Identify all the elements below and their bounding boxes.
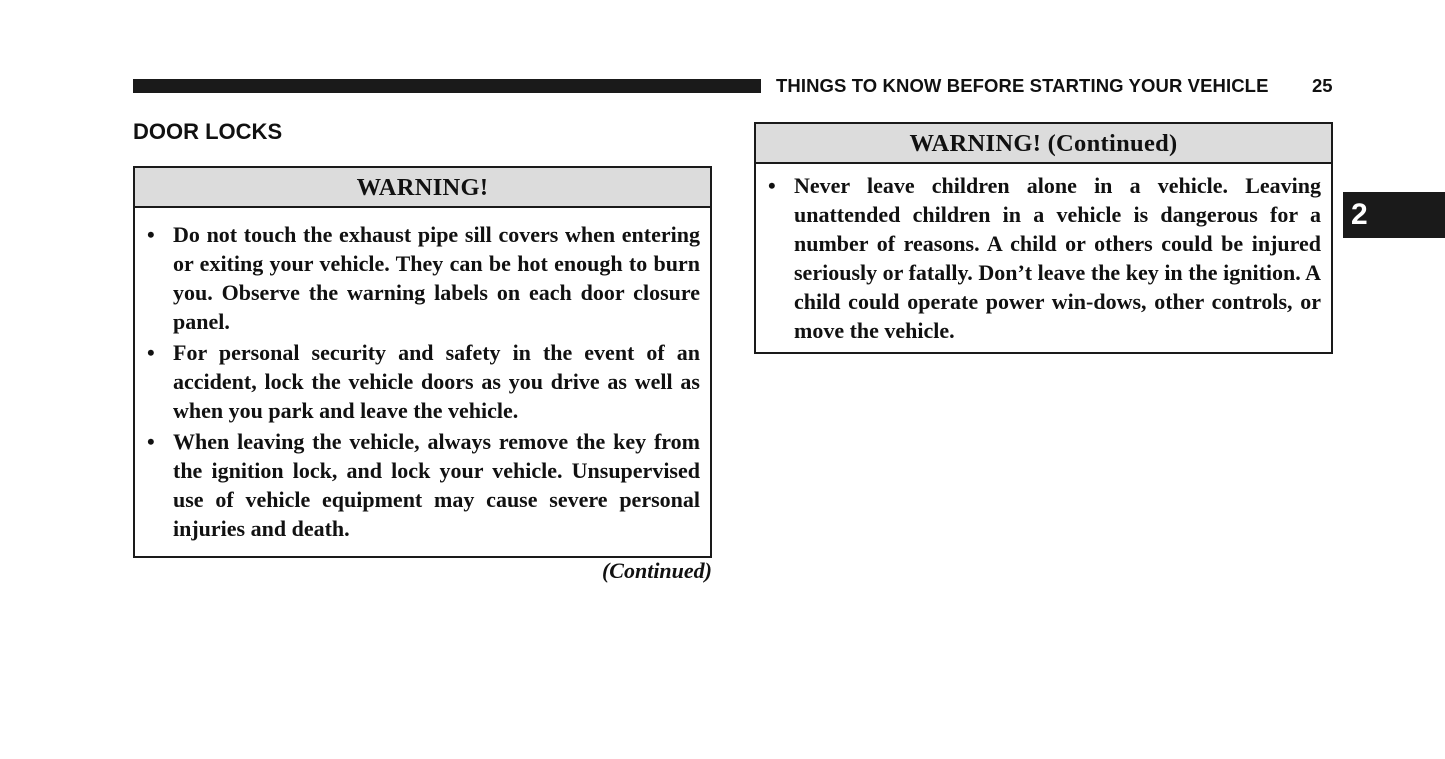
bullet-icon: • (147, 429, 155, 454)
continued-label: (Continued) (601, 558, 712, 583)
bullet-icon: • (768, 173, 776, 198)
warning-item (756, 171, 1331, 345)
warning-box-title: WARNING! (135, 168, 710, 208)
warning-list (135, 208, 710, 543)
warning-item-text: For personal security and safety in the event of an accident, lock the vehicle doors as you drive as well as when you park and leave the vehicle. (173, 340, 700, 423)
warning-box (133, 166, 712, 558)
chapter-tab-label: 2 (1351, 198, 1368, 231)
warning-item-text: Do not touch the exhaust pipe sill covers when entering or exiting your vehicle. They can be hot enough to burn you. Observe the warning labels on each door closure panel. (173, 222, 700, 334)
bullet-icon: • (147, 340, 155, 365)
page-number: 25 (1312, 75, 1333, 96)
chapter-tab (1343, 192, 1445, 238)
running-header-title: THINGS TO KNOW BEFORE STARTING YOUR VEHICLE (776, 75, 1269, 96)
warning-item (135, 220, 710, 336)
warning-item-text: Never leave children alone in a vehicle. Leaving unattended children in a vehicle is dangerous for a number of reasons. A child or others could be injured seriously or fatally. Don’t leave the key in the ignition. A child could operate power win-dows, other controls, or move the vehicle. (794, 173, 1321, 343)
warning-box-title: WARNING! (Continued) (756, 124, 1331, 164)
warning-box-continued (754, 122, 1333, 354)
warning-item (135, 427, 710, 543)
warning-list (756, 164, 1331, 345)
header-rule-bar (133, 79, 761, 93)
warning-item-text: When leaving the vehicle, always remove the key from the ignition lock, and lock your vehicle. Unsupervised use of vehicle equipment may cause severe personal injuries and death. (173, 429, 700, 541)
section-heading: DOOR LOCKS (133, 119, 283, 144)
bullet-icon: • (147, 222, 155, 247)
warning-item (135, 338, 710, 425)
